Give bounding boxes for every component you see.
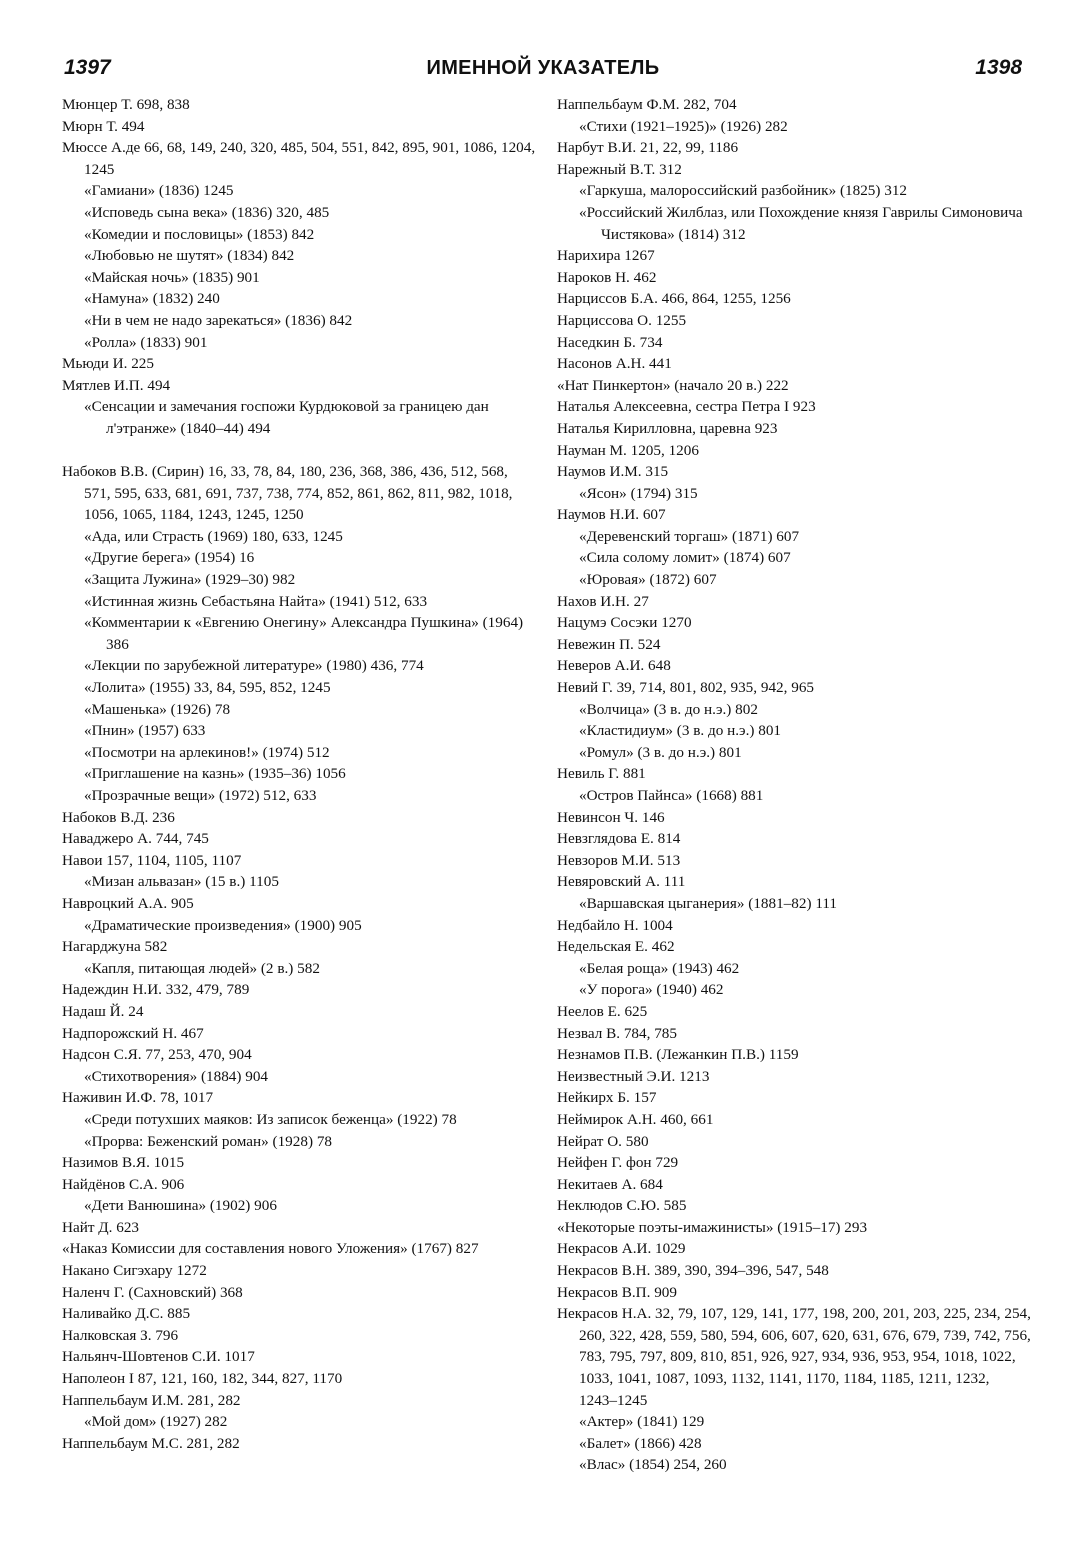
index-entry: Невий Г. 39, 714, 801, 802, 935, 942, 965 [557, 679, 815, 697]
index-subentry: «Российский Жилблаз, или Похождение князя Гаврилы Симоновича Чистякова» (1814) 312 [579, 203, 1023, 243]
index-entry: Некрасов Н.А. 32, 79, 107, 129, 141, 177, 198, 200, 201, 203, 225, 234, 254, 260, 322, 428, 559, 580, 594, 606, 607, 620, 631, 676, 679, 739, 742, 756, 783, 795, 797, 809, 810, 851, 926, 927, 934, 936, 953, 954, 1018, 1022, 1033, 1041, 1087, 1093, 1132, 1141, 1170, 1184, 1185, 1211, 1232, 1243–1245 [557, 1305, 1031, 1409]
index-subentry: «Исповедь сына века» (1836) 320, 485 [84, 203, 330, 221]
index-entry: Наседкин Б. 734 [557, 333, 663, 351]
index-subentry: «Лолита» (1955) 33, 84, 595, 852, 1245 [84, 679, 331, 697]
index-entry: Навои 157, 1104, 1105, 1107 [62, 851, 242, 869]
right-index-column [557, 94, 1031, 1476]
index-subentry: «Мой дом» (1927) 282 [84, 1413, 228, 1431]
index-entry: Мюрн Т. 494 [62, 117, 145, 135]
index-subentry: «Деревенский торгаш» (1871) 607 [579, 527, 800, 545]
index-entry: Нарихира 1267 [557, 247, 655, 265]
index-entry: Наумов Н.И. 607 [557, 506, 666, 524]
index-entry: Нарциссов Б.А. 466, 864, 1255, 1256 [557, 290, 791, 308]
index-subentry: «Лекции по зарубежной литературе» (1980) 436, 774 [84, 657, 424, 675]
index-subentry: «Прозрачные вещи» (1972) 512, 633 [84, 787, 317, 804]
index-entry: Науман М. 1205, 1206 [557, 441, 699, 459]
index-subentry: «Другие берега» (1954) 16 [84, 549, 255, 567]
index-entry: «Некоторые поэты-имажинисты» (1915–17) 293 [557, 1218, 868, 1236]
index-entry: Неклюдов С.Ю. 585 [557, 1197, 687, 1215]
index-subentry: «Машенька» (1926) 78 [84, 700, 231, 718]
index-subentry: «Сила солому ломит» (1874) 607 [579, 549, 791, 567]
index-subentry: «Драматические произведения» (1900) 905 [84, 916, 362, 934]
index-entry: Некитаев А. 684 [557, 1175, 663, 1193]
index-subentry: «Комедии и пословицы» (1853) 842 [84, 225, 315, 243]
index-subentry: «Остров Пайнса» (1668) 881 [579, 787, 764, 804]
index-subentry: «Истинная жизнь Себастьяна Найта» (1941) 512, 633 [84, 592, 428, 610]
index-entry: Наумов И.М. 315 [557, 463, 669, 481]
right-page-number: 1398 [975, 56, 1022, 79]
index-subentry: «Сенсации и замечания госпожи Курдюковой за границею дан л'этранже» (1840–44) 494 [84, 398, 489, 437]
index-entry: Нахов И.Н. 27 [557, 592, 649, 610]
index-entry: Назимов В.Я. 1015 [62, 1154, 185, 1172]
index-entry: Нейкирх Б. 157 [557, 1089, 657, 1107]
index-entry: Невяровский А. 111 [557, 873, 686, 891]
index-subentry: «Ясон» (1794) 315 [579, 484, 698, 502]
index-entry: Нагарджуна 582 [62, 938, 168, 956]
index-entry: Мюнцер Т. 698, 838 [62, 96, 190, 113]
index-entry: Невиль Г. 881 [557, 765, 646, 783]
index-entry: Наппельбаум И.М. 281, 282 [62, 1391, 241, 1409]
index-entry: Налковская З. 796 [62, 1326, 179, 1344]
index-subentry: «Среди потухших маяков: Из записок беженца» (1922) 78 [84, 1110, 457, 1128]
index-subentry: «Мизан альвазан» (15 в.) 1105 [84, 873, 279, 891]
index-entry: Нарциссова О. 1255 [557, 311, 687, 329]
index-entry: Невзоров М.И. 513 [557, 851, 681, 869]
index-subentry: «Ромул» (3 в. до н.э.) 801 [579, 743, 742, 761]
index-entry: Найт Д. 623 [62, 1218, 140, 1236]
index-subentry: «Намуна» (1832) 240 [84, 290, 220, 308]
index-entry: Незнамов П.В. (Лежанкин П.В.) 1159 [557, 1046, 799, 1064]
index-entry: Навроцкий А.А. 905 [62, 894, 194, 912]
index-entry: Нароков Н. 462 [557, 268, 657, 286]
index-entry: Набоков В.Д. 236 [62, 808, 175, 826]
index-subentry: «Ада, или Страсть (1969) 180, 633, 1245 [84, 527, 343, 545]
index-entry: Мятлев И.П. 494 [62, 376, 171, 394]
index-subentry: «Ни в чем не надо зарекаться» (1836) 842 [84, 311, 353, 329]
index-entry: Наппельбаум Ф.М. 282, 704 [557, 96, 737, 113]
index-entry: Некрасов В.П. 909 [557, 1283, 677, 1301]
index-entry: «Нат Пинкертон» (начало 20 в.) 222 [557, 376, 789, 394]
index-entry: Невинсон Ч. 146 [557, 808, 665, 826]
index-entry: Нейрат О. 580 [557, 1132, 649, 1150]
index-entry: Наппельбаум М.С. 281, 282 [62, 1434, 240, 1452]
index-subentry: «Дети Ванюшина» (1902) 906 [84, 1197, 277, 1215]
index-subentry: «У порога» (1940) 462 [579, 981, 724, 999]
index-subentry: «Прорва: Беженский роман» (1928) 78 [84, 1132, 333, 1150]
index-entry: Незвал В. 784, 785 [557, 1024, 677, 1042]
index-subentry: «Комментарии к «Евгению Онегину» Александра Пушкина» (1964) 386 [84, 614, 524, 653]
index-entry: Насонов А.Н. 441 [557, 355, 672, 373]
index-entry: Наталья Кирилловна, царевна 923 [557, 419, 778, 437]
index-entry: Недельская Е. 462 [557, 938, 675, 956]
index-entry: Найдёнов С.А. 906 [62, 1175, 185, 1193]
index-entry: Наживин И.Ф. 78, 1017 [62, 1089, 214, 1107]
index-subentry: «Любовью не шутят» (1834) 842 [84, 247, 295, 265]
index-subentry: «Гамиани» (1836) 1245 [84, 182, 234, 200]
index-subentry: «Актер» (1841) 129 [579, 1413, 705, 1431]
left-page-number: 1397 [64, 56, 111, 79]
index-subentry: «Пнин» (1957) 633 [84, 722, 206, 740]
index-entry: Надаш Й. 24 [62, 1002, 144, 1020]
index-entry: Неймирок А.Н. 460, 661 [557, 1110, 714, 1128]
index-entry: Неелов Е. 625 [557, 1002, 648, 1020]
index-subentry: «Белая роща» (1943) 462 [579, 959, 740, 977]
index-subentry: «Волчица» (3 в. до н.э.) 802 [579, 700, 758, 718]
index-entry: Надеждин Н.И. 332, 479, 789 [62, 981, 250, 999]
index-entry: Мюссе А.де 66, 68, 149, 240, 320, 485, 504, 551, 842, 895, 901, 1086, 1204, 1245 [62, 139, 536, 178]
index-entry: Некрасов А.И. 1029 [557, 1240, 686, 1258]
index-entry: Набоков В.В. (Сирин) 16, 33, 78, 84, 180, 236, 368, 386, 436, 512, 568, 571, 595, 633, 681, 691, 737, 738, 774, 852, 861, 862, 811, 982, 1018, 1056, 1065, 1184, 1243, 1245, 1250 [62, 463, 513, 524]
index-subentry: «Ролла» (1833) 901 [84, 333, 208, 351]
index-entry: Мьюди И. 225 [62, 355, 154, 373]
index-subentry: «Влас» (1854) 254, 260 [579, 1456, 727, 1474]
index-entry: Нальянч-Шовтенов С.И. 1017 [62, 1348, 255, 1366]
index-entry: Невзглядова Е. 814 [557, 830, 681, 848]
index-subentry: «Стихи (1921–1925)» (1926) 282 [579, 117, 788, 135]
page-header [62, 56, 1024, 92]
index-entry: Наталья Алексеевна, сестра Петра I 923 [557, 398, 816, 416]
index-subentry: «Балет» (1866) 428 [579, 1434, 702, 1452]
index-subentry: «Кластидиум» (3 в. до н.э.) 801 [579, 722, 782, 740]
index-subentry: «Приглашение на казнь» (1935–36) 1056 [84, 765, 346, 783]
index-subentry: «Гаркуша, малороссийский разбойник» (1825) 312 [579, 182, 908, 200]
index-entry: Некрасов В.Н. 389, 390, 394–396, 547, 548 [557, 1262, 829, 1280]
index-subentry: «Стихотворения» (1884) 904 [84, 1067, 269, 1085]
index-entry: Нарбут В.И. 21, 22, 99, 1186 [557, 139, 739, 157]
index-entry: Накано Сигэхару 1272 [62, 1262, 207, 1280]
index-subentry: «Посмотри на арлекинов!» (1974) 512 [84, 743, 330, 761]
left-index-column [62, 94, 536, 1454]
index-entry: Нарежный В.Т. 312 [557, 160, 682, 178]
index-entry: Нейфен Г. фон 729 [557, 1154, 679, 1172]
index-subentry: «Капля, питающая людей» (2 в.) 582 [84, 959, 320, 977]
index-entry: Наполеон I 87, 121, 160, 182, 344, 827, 1170 [62, 1370, 343, 1388]
index-subentry: «Варшавская цыганерия» (1881–82) 111 [579, 894, 837, 912]
index-entry: Наваджеро А. 744, 745 [62, 830, 209, 848]
index-subentry: «Майская ночь» (1835) 901 [84, 268, 260, 286]
index-entry: Неверов А.И. 648 [557, 657, 671, 675]
index-entry: Наленч Г. (Сахновский) 368 [62, 1283, 243, 1301]
index-entry: Неизвестный Э.И. 1213 [557, 1067, 710, 1085]
index-entry: Недбайло Н. 1004 [557, 916, 673, 934]
index-entry: Надпорожский Н. 467 [62, 1024, 204, 1042]
index-entry: «Наказ Комиссии для составления нового Уложения» (1767) 827 [62, 1240, 479, 1258]
index-entry: Нацумэ Сосэки 1270 [557, 614, 692, 632]
index-subentry: «Защита Лужина» (1929–30) 982 [84, 571, 296, 589]
index-subentry: «Юровая» (1872) 607 [579, 571, 717, 589]
index-entry: Наливайко Д.С. 885 [62, 1305, 191, 1323]
index-entry: Надсон С.Я. 77, 253, 470, 904 [62, 1046, 252, 1064]
page-title: ИМЕННОЙ УКАЗАТЕЛЬ [426, 57, 660, 79]
index-entry: Невежин П. 524 [557, 635, 661, 653]
